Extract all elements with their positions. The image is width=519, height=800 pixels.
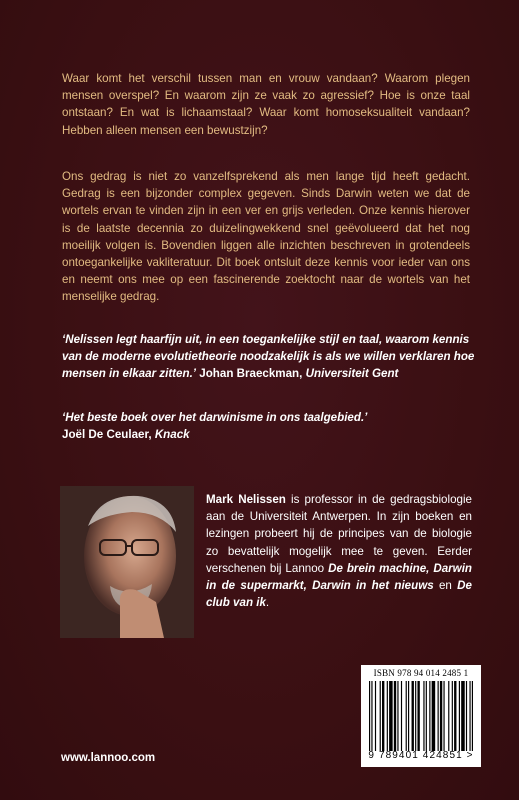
barcode-stripe [432,681,436,751]
blurb-paragraph-questions: Waar komt het verschil tussen man en vrouw vandaan? Waarom plegen mensen overspel? En waarom zijn ze vaak zo agressief? Hoe is onze taal ontstaan? En wat is lichaamstaal? Waar komt homoseksualiteit vandaan? Hebben alleen mensen een bewustzijn? [62,72,470,137]
barcode-stripe [438,681,439,751]
barcode-stripe [448,681,449,751]
quote-text: ‘Het beste boek over het darwinisme in ons taalgebied.’ [62,411,368,424]
barcode-stripe [397,681,398,751]
blurb-paragraph-description: Ons gedrag is niet zo vanzelfsprekend als men lange tijd heeft gedacht. Gedrag is een bijzonder complex gegeven. Sinds Darwin weten we dat de wortels ervan te vinden zijn in een ver en grijs verleden. Onze kennis hierover is de laatste decennia zo duizelingwekkend snel geëvolueerd dat het nog moeilijk volgen is. Bovendien liggen alle inzichten beschreven in grotendeels ontoegankelijke vakliteratuur. Dit boek ontsluit deze kennis voor ieder van ons en neemt ons mee op een fascinerende zoektocht naar de wortels van het menselijke gedrag. [62,170,470,304]
barcode-stripe [452,681,453,751]
barcode-icon [369,681,473,751]
quote-institution: Universiteit Gent [305,367,399,381]
barcode-stripe [426,681,427,751]
author-bio [206,491,472,611]
quote-institution: Knack [154,428,190,442]
barcode-stripe [454,681,456,751]
barcode-stripe [469,681,470,751]
barcode-stripe [371,681,372,751]
quote-author: Johan Braeckman, [199,367,303,381]
barcode-stripe [406,681,407,751]
author-name: Mark Nelissen [206,493,286,506]
barcode-stripe [423,681,424,751]
bio-titles-1: De brein machine, Darwin in de supermarkt, Darwin in het nieuws [206,561,472,593]
bio-text-2: en [433,579,458,593]
quote-author: Joël De Ceulaer, [62,428,152,442]
barcode-stripe [466,681,467,751]
barcode-stripe [412,681,414,751]
review-quote-de-ceulaer [62,409,482,443]
barcode-stripe [440,681,442,751]
barcode-stripe [394,681,396,751]
isbn-barcode [361,665,481,767]
bio-text-1: is professor in de gedragsbiologie aan de Universiteit Antwerpen. In zijn boeken en lezingen probeert hij de principes van de biologie zo bevattelijk mogelijk mee te geven. Eerder verschenen bij Lannoo [206,493,472,575]
isbn-label: ISBN 978 94 014 2485 1 [373,668,469,678]
author-photo [60,486,194,638]
publisher-url: www.lannoo.com [61,752,156,764]
barcode-stripe [382,681,384,751]
review-quote-braeckman [62,331,482,383]
ean-digits: 9 789401 424851 > [368,750,474,761]
barcode-stripe [387,681,388,751]
barcode-stripe [401,681,402,751]
barcode-stripe [443,681,444,751]
barcode-stripe [380,681,381,751]
bio-titles-2: De club van ik [206,579,472,610]
barcode-stripe [417,681,419,751]
barcode-stripe [415,681,416,751]
barcode-stripe [389,681,393,751]
barcode-stripe [461,681,465,751]
barcode-stripe [369,681,370,751]
barcode-stripe [375,681,376,751]
bio-text-3: . [265,596,270,610]
barcode-stripe [429,681,430,751]
quote-text: ‘Nelissen legt haarfijn uit, in een toegankelijke stijl en taal, waarom kennis van de moderne evolutietheorie noodzakelijk is als we willen verklaren hoe mensen in elkaar zitten.’ [62,333,475,381]
barcode-stripe [472,681,473,751]
barcode-stripe [408,681,409,751]
author-portrait-icon [60,486,194,638]
barcode-stripe [459,681,460,751]
